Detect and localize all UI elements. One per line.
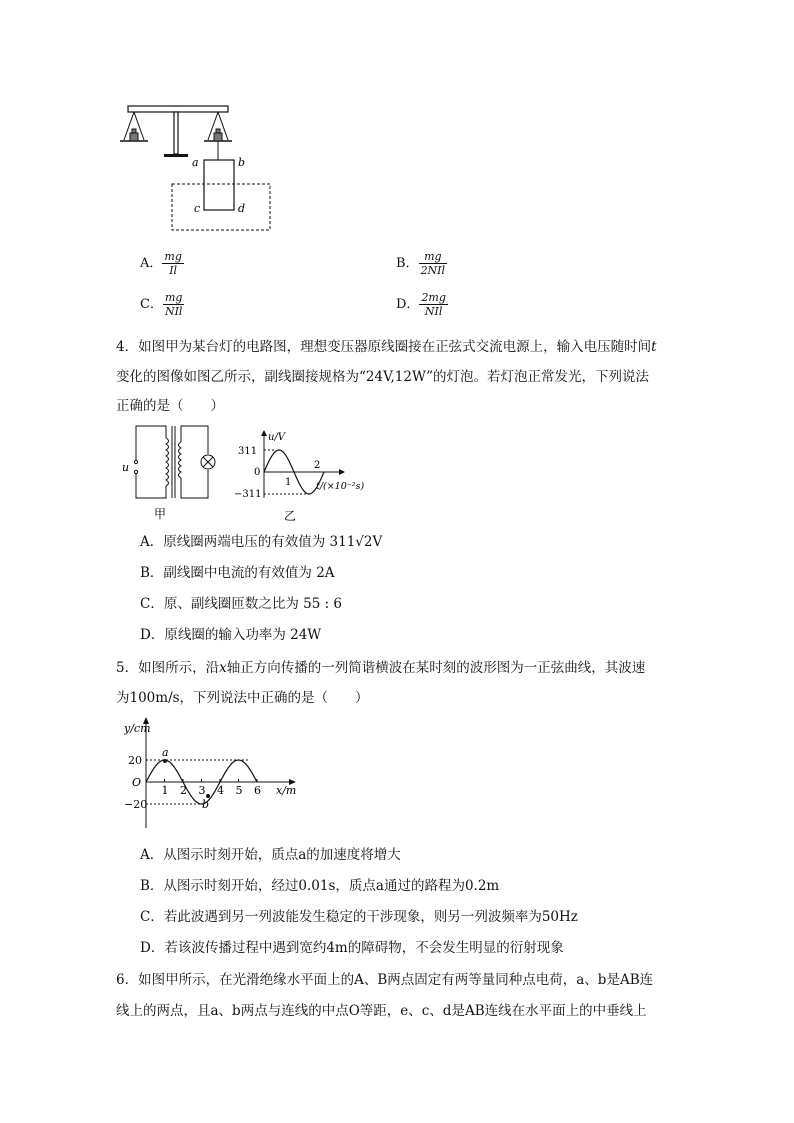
q4-option-a: A．原线圈两端电压的有效值为 311√2V (140, 534, 383, 550)
label-u: u (122, 461, 130, 474)
q5-option-c: C．若此波遇到另一列波能发生稳定的干涉现象，则另一列波频率为50Hz (140, 909, 578, 925)
balance-figure (118, 100, 278, 240)
label-a: a (162, 746, 169, 759)
x-tick-label: 3 (198, 784, 206, 797)
q4-stem-line2: 变化的图像如图乙所示，副线圈接规格为“24V,12W”的灯泡。若灯泡正常发光，下列说法 (116, 369, 649, 385)
tick-2: 2 (314, 460, 321, 471)
yneg20-label: −20 (124, 798, 148, 811)
caption-jia: 甲 (154, 507, 167, 520)
label-b: b (238, 156, 246, 169)
transformer-circuit-figure (120, 420, 220, 520)
q6-stem-line2: 线上的两点，且a、b两点与连线的中点O等距，e、c、d是AB连线在水平面上的中垂线上 (116, 1003, 647, 1019)
x-tick-label: 6 (254, 784, 261, 797)
x-tick-label: 1 (161, 784, 169, 797)
y-axis-label: y/cm (124, 722, 151, 735)
q6-stem-line1: 6．如图甲所示，在光滑绝缘水平面上的A、B两点固定有两等量同种点电荷，a、b是AB连 (116, 972, 654, 988)
label-b: b (202, 798, 210, 811)
caption-yi: 乙 (284, 509, 297, 523)
q3-option-a: A． $\frac{mg}{Il}$ (140, 250, 182, 277)
q4-option-b: B．副线圈中电流的有效值为 2A (140, 565, 335, 581)
wave-graph (124, 714, 304, 832)
label-c: c (194, 202, 201, 215)
label-d: d (238, 202, 246, 215)
voltage-time-graph (228, 428, 398, 524)
zero-label: 0 (254, 467, 261, 478)
x-tick-label: 2 (180, 784, 187, 797)
tick-1: 1 (285, 477, 292, 488)
y-axis-label: u/V (268, 432, 286, 443)
q5-option-b: B．从图示时刻开始，经过0.01s，质点a通过的路程为0.2m (140, 878, 500, 894)
q3-option-d: D． $\frac{2mg}{\text{NIl}}$ (396, 291, 446, 318)
q4-option-d: D．原线圈的输入功率为 24W (140, 627, 322, 643)
q5-stem-line2: 为100m/s，下列说法中正确的是（ ） (116, 690, 369, 706)
q5-option-d: D．若该波传播过程中遇到宽约4m的障碍物，不会发生明显的衍射现象 (140, 940, 564, 956)
x-axis-label: x/m (276, 784, 297, 797)
ymin-label: −311 (234, 489, 262, 500)
ymax-label: 311 (238, 446, 258, 457)
x-axis-label: t/(×10⁻²s) (316, 481, 365, 492)
q5-option-a: A．从图示时刻开始，质点a的加速度将增大 (140, 847, 401, 863)
y20-label: 20 (128, 754, 142, 767)
point-a (163, 759, 167, 763)
label-a: a (192, 156, 199, 169)
q4-option-c: C．原、副线圈匝数之比为 55 : 6 (140, 596, 343, 612)
q3-option-b: B． $\frac{mg}{\text{2NIl}}$ (396, 250, 446, 277)
q3-option-c: C． $\frac{mg}{\text{NIl}}$ (140, 291, 183, 318)
q4-stem-line1: 4．如图甲为某台灯的电路图，理想变压器原线圈接在正弦式交流电源上，输入电压随时间t (116, 339, 657, 355)
x-tick-label: 5 (235, 784, 243, 797)
q4-stem-line3: 正确的是（ ） (116, 398, 224, 414)
q5-stem-line1: 5．如图所示，沿x轴正方向传播的一列简谐横波在某时刻的波形图为一正弦曲线，其波速 (116, 660, 646, 676)
origin-label: O (132, 776, 142, 789)
x-tick-label: 4 (217, 784, 224, 797)
